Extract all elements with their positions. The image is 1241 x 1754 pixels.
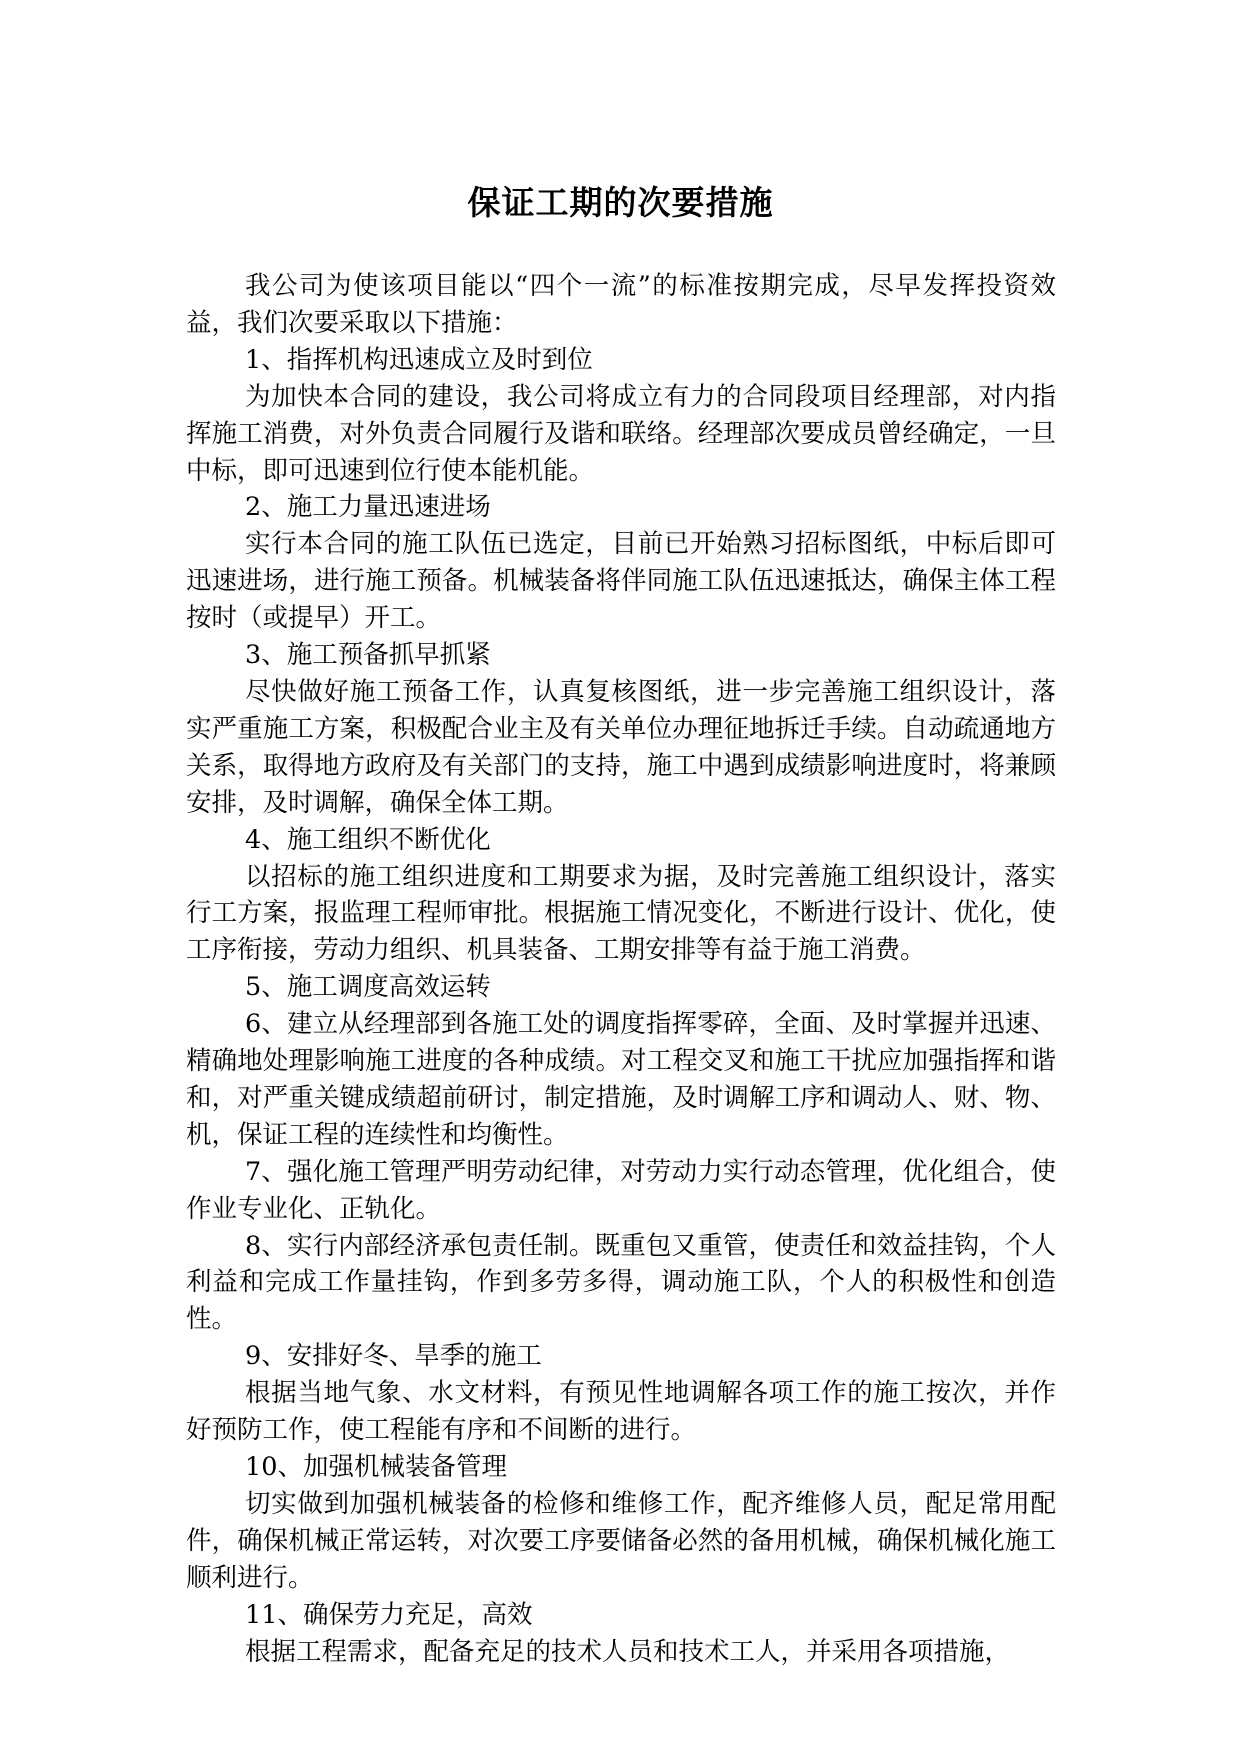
section-heading-2: 2、施工力量迅速进场 xyxy=(245,492,491,523)
paragraph-intro: 我公司为使该项目能以“四个一流”的标准按期完成，尽早发挥投资效益，我们次要采取以下措施： xyxy=(186,271,1056,338)
section-heading-10: 10、加强机械装备管理 xyxy=(245,1452,507,1482)
paragraph-4: 以招标的施工组织进度和工期要求为据，及时完善施工组织设计，落实行工方案，报监理工程师审批。根据施工情况变化，不断进行设计、优化，使工序衔接，劳动力组织、机具装备、工期安排等有益于施工消费。 xyxy=(186,861,1056,966)
paragraph-8: 8、实行内部经济承包责任制。既重包又重管，使责任和效益挂钩，个人利益和完成工作量挂钩，作到多劳多得，调动施工队，个人的积极性和创造性。 xyxy=(186,1230,1056,1335)
paragraph-11: 根据工程需求，配备充足的技术人员和技术工人，并采用各项措施， xyxy=(245,1636,1011,1667)
paragraph-6: 6、建立从经理部到各施工处的调度指挥零碎，全面、及时掌握并迅速、精确地处理影响施工进度的各种成绩。对工程交叉和施工干扰应加强指挥和谐和，对严重关键成绩超前研讨，制定措施，及时调解工序和调动人、财、物、机，保证工程的连续性和均衡性。 xyxy=(186,1009,1056,1150)
paragraph-1: 为加快本合同的建设，我公司将成立有力的合同段项目经理部，对内指挥施工消费，对外负责合同履行及谐和联络。经理部次要成员曾经确定，一旦中标，即可迅速到位行使本能机能。 xyxy=(186,381,1056,486)
paragraph-10: 切实做到加强机械装备的检修和维修工作，配齐维修人员，配足常用配件，确保机械正常运转，对次要工序要储备必然的备用机械，确保机械化施工顺利进行。 xyxy=(186,1488,1056,1593)
paragraph-2: 实行本合同的施工队伍已选定，目前已开始熟习招标图纸，中标后即可迅速进场，进行施工预备。机械装备将伴同施工队伍迅速抵达，确保主体工程按时（或提早）开工。 xyxy=(186,529,1056,634)
section-heading-9: 9、安排好冬、旱季的施工 xyxy=(245,1341,542,1372)
section-heading-5: 5、施工调度高效运转 xyxy=(245,972,491,1003)
section-heading-1: 1、指挥机构迅速成立及时到位 xyxy=(245,344,593,375)
paragraph-7: 7、强化施工管理严明劳动纪律，对劳动力实行动态管理，优化组合，使作业专业化、正轨化。 xyxy=(186,1156,1056,1224)
section-heading-4: 4、施工组织不断优化 xyxy=(245,824,491,855)
document-body xyxy=(186,268,1056,1670)
section-heading-11: 11、确保劳力充足，高效 xyxy=(245,1599,533,1630)
paragraph-3: 尽快做好施工预备工作，认真复核图纸，进一步完善施工组织设计，落实严重施工方案，积极配合业主及有关单位办理征地拆迁手续。自动疏通地方关系，取得地方政府及有关部门的支持，施工中遇到成绩影响进度时，将兼顾安排，及时调解，确保全体工期。 xyxy=(186,676,1056,818)
section-heading-3: 3、施工预备抓早抓紧 xyxy=(245,640,491,671)
paragraph-9: 根据当地气象、水文材料，有预见性地调解各项工作的施工按次，并作好预防工作，使工程能有序和不间断的进行。 xyxy=(186,1378,1056,1446)
document-title: 保证工期的次要措施 xyxy=(467,183,774,222)
